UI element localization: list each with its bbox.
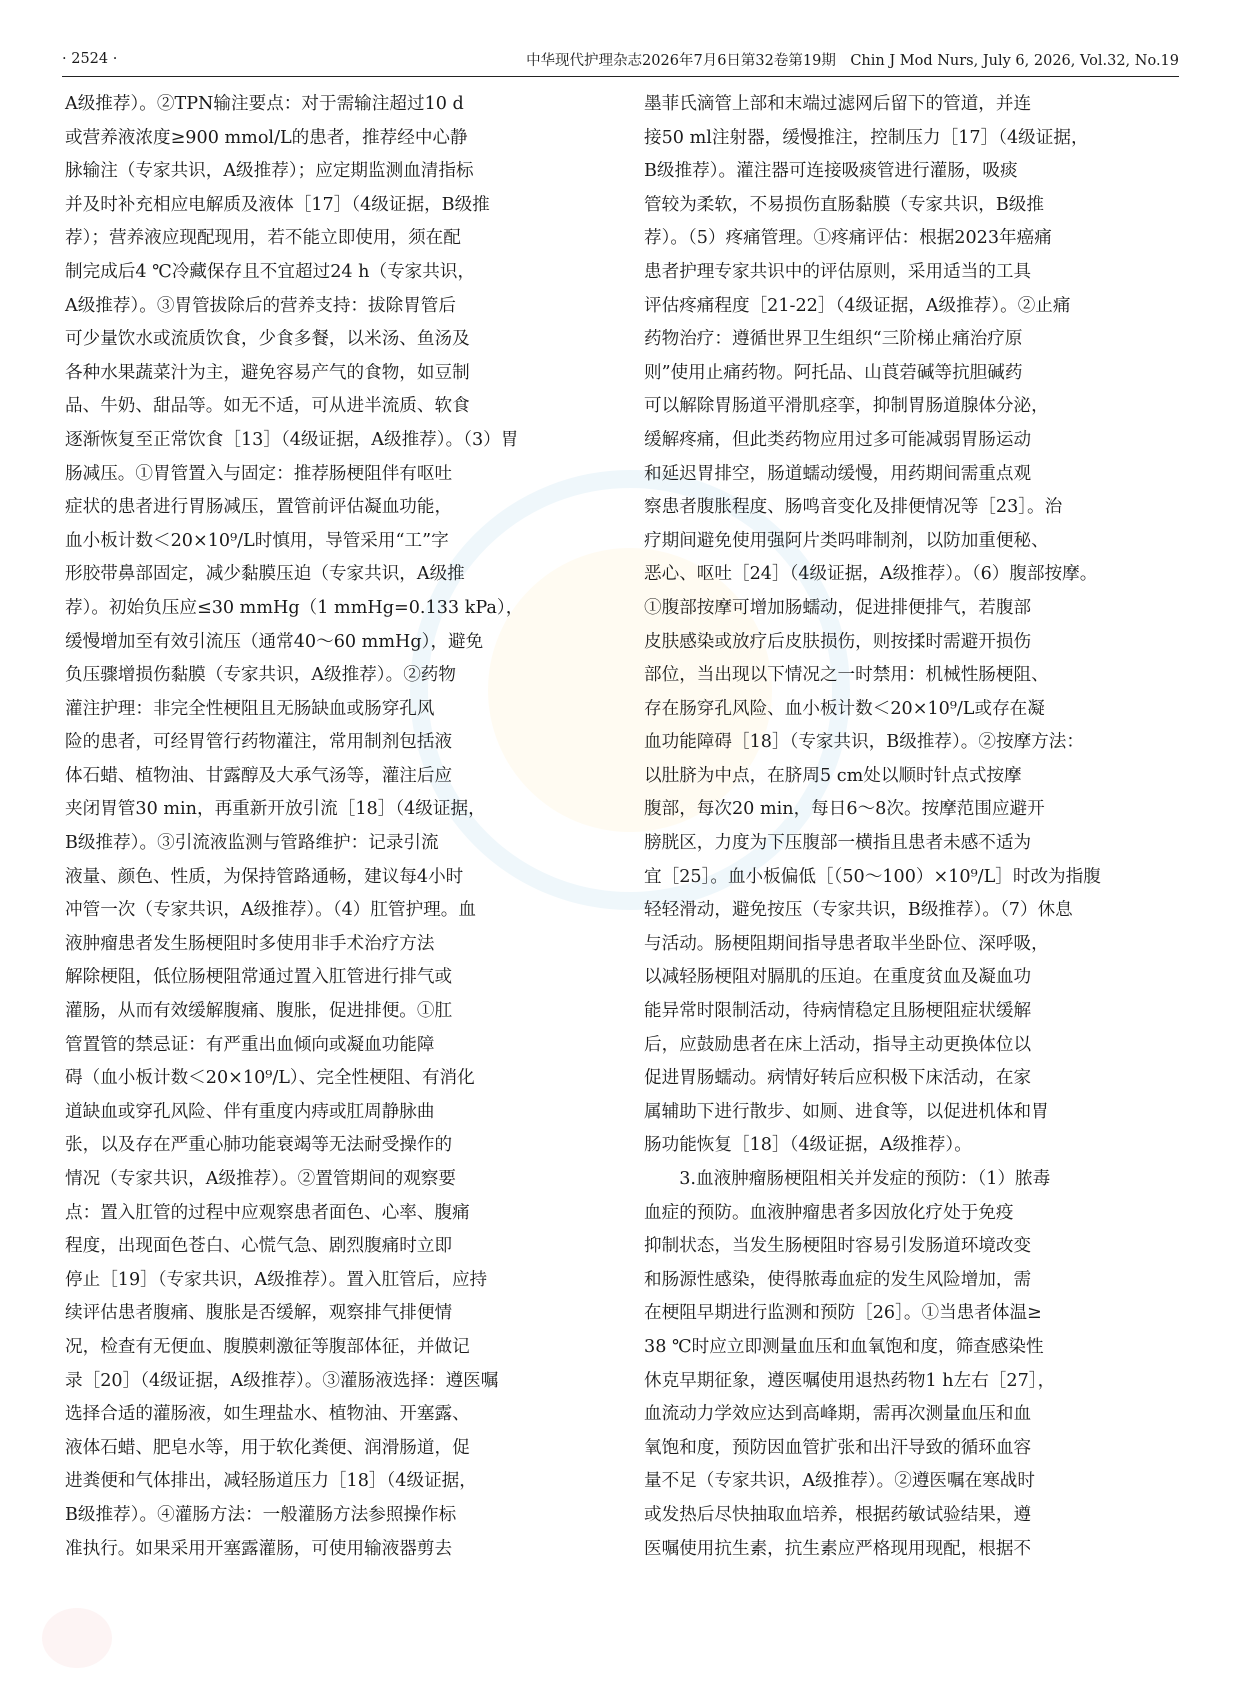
- page-number: · 2524 ·: [62, 51, 118, 67]
- right-column-text: 墨菲氏滴管上部和末端过滤网后留下的管道，并连 接50 ml注射器，缓慢推注，控制压力［17］（4级证据， B级推荐）。灌注器可连接吸痰管进行灌肠，吸痰 管较为柔软，不易损伤直肠黏膜（专家共识，B级推 荐）。（5）疼痛管理。①疼痛评估：根据2023年癌痛 患者护理专家共识中的评估原则，采用适当的工具 评估疼痛程度［21-22］（4级证据，A级推荐）。②止痛 药物治疗：遵循世界卫生组织“三阶梯止痛治疗原 则”使用止痛药物。阿托品、山莨菪碱等抗胆碱药 可以解除胃肠道平滑肌痉挛，抑制胃肠道腺体分泌， 缓解疼痛，但此类药物应用过多可能减弱胃肠运动 和延迟胃排空，肠道蠕动缓慢，用药期间需重点观 察患者腹胀程度、肠鸣音变化及排便情况等［23］。治 疗期间避免使用强阿片类吗啡制剂，以防加重便秘、 恶心、呕吐［24］（4级证据，A级推荐）。（6）腹部按摩。 ①腹部按摩可增加肠蠕动，促进排便排气，若腹部 皮肤感染或放疗后皮肤损伤，则按揉时需避开损伤 部位，当出现以下情况之一时禁用：机械性肠梗阻、 存在肠穿孔风险、血小板计数＜20×10⁹/L或存在凝 血功能障碍［18］（专家共识，B级推荐）。②按摩方法： 以肚脐为中点，在脐周5 cm处以顺时针点式按摩 腹部，每次20 min，每日6～8次。按摩范围应避开 膀胱区，力度为下压腹部一横指且患者未感不适为 宜［25］。血小板偏低［（50～100）×10⁹/L］时改为指腹 轻轻滑动，避免按压（专家共识，B级推荐）。（7）休息 与活动。肠梗阻期间指导患者取半坐卧位、深呼吸， 以减轻肠梗阻对膈肌的压迫。在重度贫血及凝血功 能异常时限制活动，待病情稳定且肠梗阻症状缓解 后，应鼓励患者在床上活动，指导主动更换体位以 促进胃肠蠕动。病情好转后应积极下床活动，在家 属辅助下进行散步、如厕、进食等，以促进机体和胃 肠功能恢复［18］（4级证据，A级推荐）。 3.血液肿瘤肠梗阻相关并发症的预防：（1）脓毒 血症的预防。血液肿瘤患者多因放化疗处于免疫 抑制状态，当发生肠梗阻时容易引发肠道环境改变 和肠源性感染，使得脓毒血症的发生风险增加，需 在梗阻早期进行监测和预防［26］。①当患者体温≥ 38 ℃时应立即测量血压和血氧饱和度，筛查感染性 休克早期征象，遵医嘱使用退热药物1 h左右［27］， 血流动力学效应达到高峰期，需再次测量血压和血 氧饱和度，预防因血管扩张和出汗导致的循环血容 量不足（专家共识，A级推荐）。②遵医嘱在寒战时 或发热后尽快抽取血培养，根据药敏试验结果，遵 医嘱使用抗生素，抗生素应严格现用现配，根据不: [644, 94, 1101, 1559]
- left-column-text: A级推荐）。②TPN输注要点：对于需输注超过10 d 或营养液浓度≥900 mmol/L的患者，推荐经中心静 脉输注（专家共识，A级推荐）；应定期监测血清指标 并及时补充相应电解质及液体［17］（4级证据，B级推 荐）；营养液应现配现用，若不能立即使用，须在配 制完成后4 ℃冷藏保存且不宜超过24 h（专家共识， A级推荐）。③胃管拔除后的营养支持：拔除胃管后 可少量饮水或流质饮食，少食多餐，以米汤、鱼汤及 各种水果蔬菜汁为主，避免容易产气的食物，如豆制 品、牛奶、甜品等。如无不适，可从进半流质、软食 逐渐恢复至正常饮食［13］（4级证据，A级推荐）。（3）胃 肠减压。①胃管置入与固定：推荐肠梗阻伴有呕吐 症状的患者进行胃肠减压，置管前评估凝血功能， 血小板计数＜20×10⁹/L时慎用，导管采用“工”字 形胶带鼻部固定，减少黏膜压迫（专家共识，A级推 荐）。初始负压应≤30 mmHg（1 mmHg=0.133 kPa）， 缓慢增加至有效引流压（通常40～60 mmHg），避免 负压骤增损伤黏膜（专家共识，A级推荐）。②药物 灌注护理：非完全性梗阻且无肠缺血或肠穿孔风 险的患者，可经胃管行药物灌注，常用制剂包括液 体石蜡、植物油、甘露醇及大承气汤等，灌注后应 夹闭胃管30 min，再重新开放引流［18］（4级证据， B级推荐）。③引流液监测与管路维护：记录引流 液量、颜色、性质，为保持管路通畅，建议每4小时 冲管一次（专家共识，A级推荐）。（4）肛管护理。血 液肿瘤患者发生肠梗阻时多使用非手术治疗方法 解除梗阻，低位肠梗阻常通过置入肛管进行排气或 灌肠，从而有效缓解腹痛、腹胀，促进排便。①肛 管置管的禁忌证：有严重出血倾向或凝血功能障 碍（血小板计数＜20×10⁹/L）、完全性梗阻、有消化 道缺血或穿孔风险、伴有重度内痔或肛周静脉曲 张，以及存在严重心肺功能衰竭等无法耐受操作的 情况（专家共识，A级推荐）。②置管期间的观察要 点：置入肛管的过程中应观察患者面色、心率、腹痛 程度，出现面色苍白、心慌气急、剧烈腹痛时立即 停止［19］（专家共识，A级推荐）。置入肛管后，应持 续评估患者腹痛、腹胀是否缓解，观察排气排便情 况，检查有无便血、腹膜刺激征等腹部体征，并做记 录［20］（4级证据，A级推荐）。③灌肠液选择：遵医嘱 选择合适的灌肠液，如生理盐水、植物油、开塞露、 液体石蜡、肥皂水等，用于软化粪便、润滑肠道，促 进粪便和气体排出，减轻肠道压力［18］（4级证据， B级推荐）。④灌肠方法：一般灌肠方法参照操作标 准执行。如果采用开塞露灌肠，可使用输液器剪去: [65, 94, 524, 1559]
- journal-citation: 中华现代护理杂志2026年7月6日第32卷第19期 Chin J Mod Nurs, July 6, 2026, Vol.32, No.19: [526, 52, 1179, 69]
- seal-stamp: [42, 1608, 112, 1668]
- page-header: [62, 42, 1179, 77]
